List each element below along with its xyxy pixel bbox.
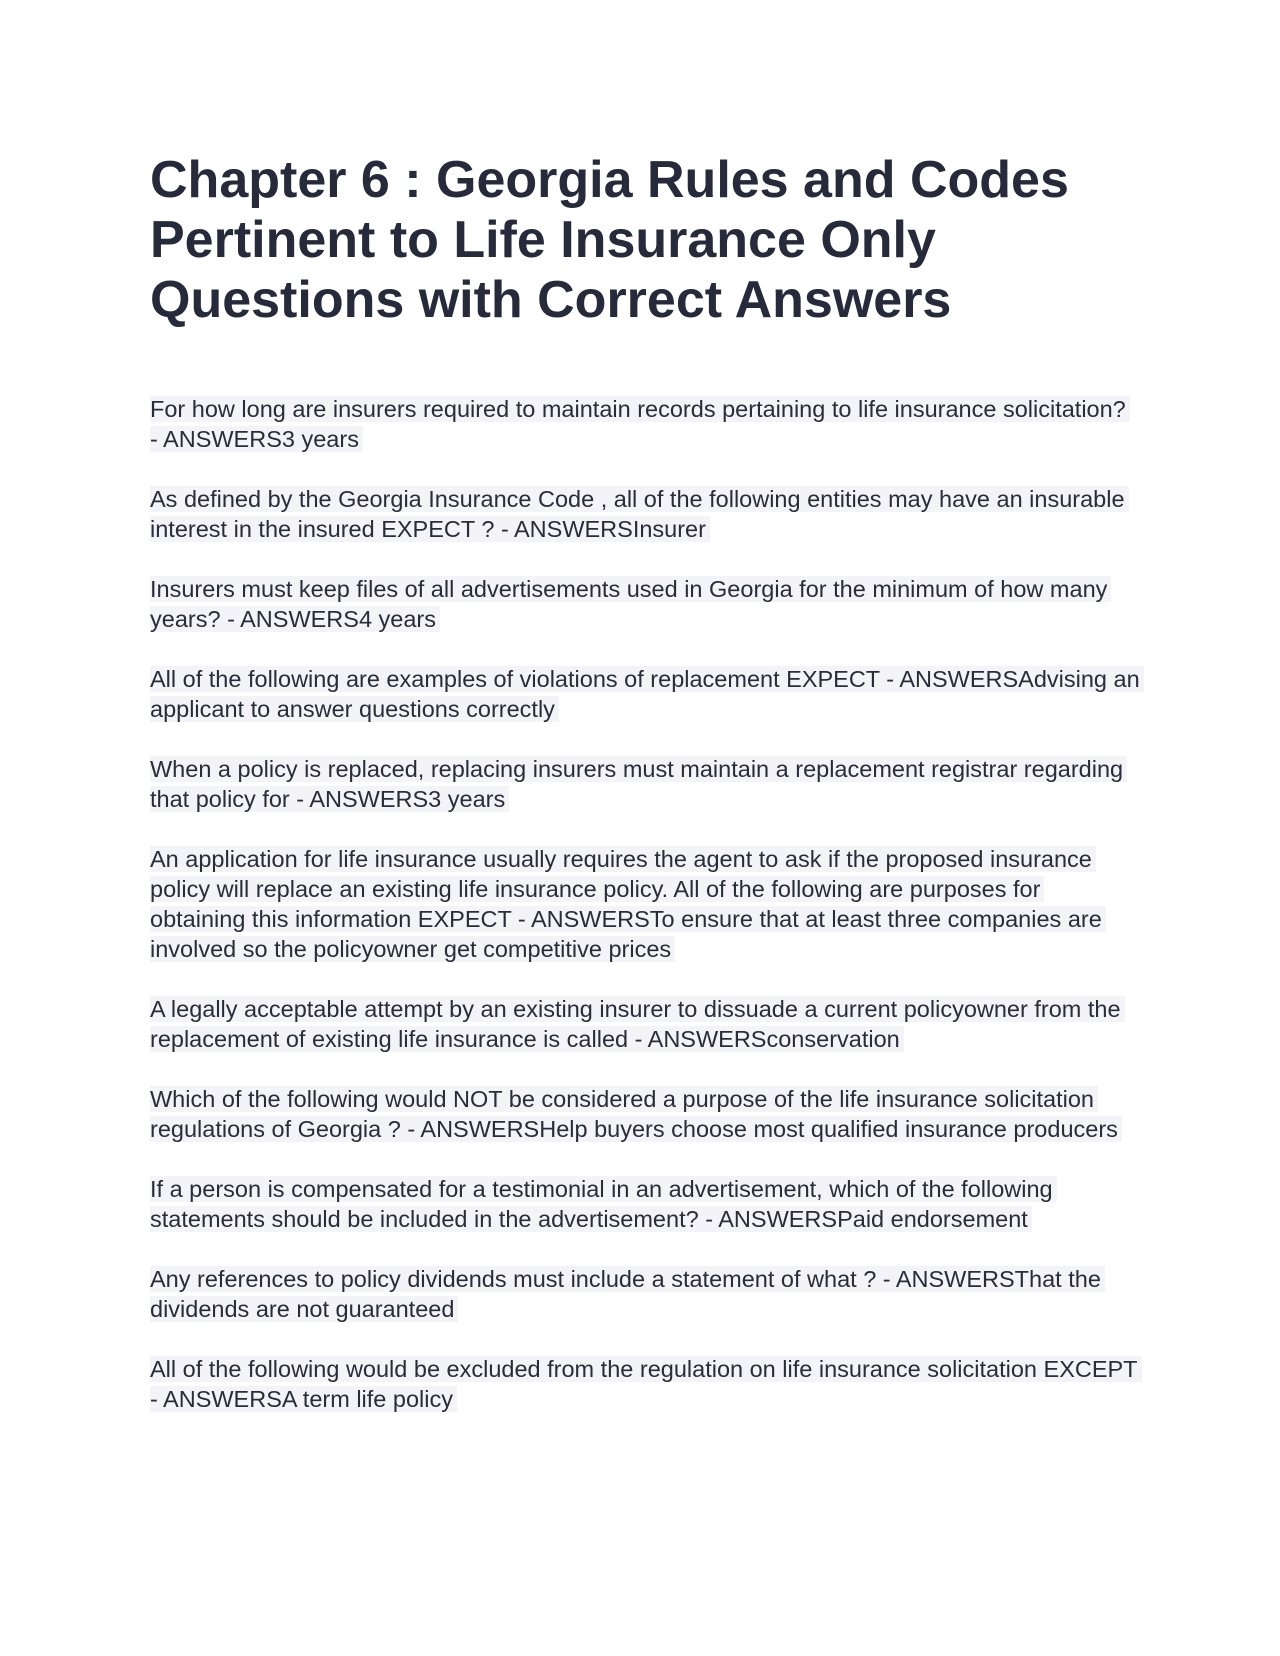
qa-item bbox=[150, 664, 1140, 724]
qa-text: A legally acceptable attempt by an existing insurer to dissuade a current policyowner from the replacement of existing life insurance is called - ANSWERSconservation bbox=[150, 996, 1125, 1052]
qa-text: As defined by the Georgia Insurance Code , all of the following entities may have an insurable interest in the insured EXPECT ? - ANSWERSInsurer bbox=[150, 486, 1129, 542]
qa-item bbox=[150, 394, 1140, 454]
qa-item bbox=[150, 484, 1140, 544]
qa-text: If a person is compensated for a testimonial in an advertisement, which of the following statements should be included in the advertisement? - ANSWERSPaid endorsement bbox=[150, 1176, 1057, 1232]
qa-text: For how long are insurers required to maintain records pertaining to life insurance solicitation? - ANSWERS3 years bbox=[150, 396, 1130, 452]
qa-text: An application for life insurance usually requires the agent to ask if the proposed insurance policy will replace an existing life insurance policy. All of the following are purposes for obtaining this information EXPECT - ANSWERSTo ensure that at least three companies are involved so the policyowner get competitive prices bbox=[150, 846, 1106, 962]
document-page bbox=[150, 150, 1140, 1444]
qa-item bbox=[150, 754, 1140, 814]
qa-text: Any references to policy dividends must include a statement of what ? - ANSWERSThat the dividends are not guaranteed bbox=[150, 1266, 1105, 1322]
qa-text: All of the following are examples of violations of replacement EXPECT - ANSWERSAdvising an applicant to answer questions correctly bbox=[150, 666, 1144, 722]
qa-item bbox=[150, 1174, 1140, 1234]
qa-text: All of the following would be excluded from the regulation on life insurance solicitation EXCEPT - ANSWERSA term life policy bbox=[150, 1356, 1142, 1412]
qa-text: Insurers must keep files of all advertisements used in Georgia for the minimum of how many years? - ANSWERS4 years bbox=[150, 576, 1111, 632]
qa-item bbox=[150, 994, 1140, 1054]
qa-item bbox=[150, 1264, 1140, 1324]
qa-list bbox=[150, 394, 1140, 1414]
qa-text: Which of the following would NOT be considered a purpose of the life insurance solicitation regulations of Georgia ? - ANSWERSHelp buyers choose most qualified insurance producers bbox=[150, 1086, 1122, 1142]
qa-item bbox=[150, 1084, 1140, 1144]
document-title: Chapter 6 : Georgia Rules and Codes Pertinent to Life Insurance Only Questions with Correct Answers bbox=[150, 151, 1069, 329]
qa-text: When a policy is replaced, replacing insurers must maintain a replacement registrar regarding that policy for - ANSWERS3 years bbox=[150, 756, 1127, 812]
qa-item bbox=[150, 574, 1140, 634]
qa-item bbox=[150, 1354, 1140, 1414]
qa-item bbox=[150, 844, 1140, 964]
